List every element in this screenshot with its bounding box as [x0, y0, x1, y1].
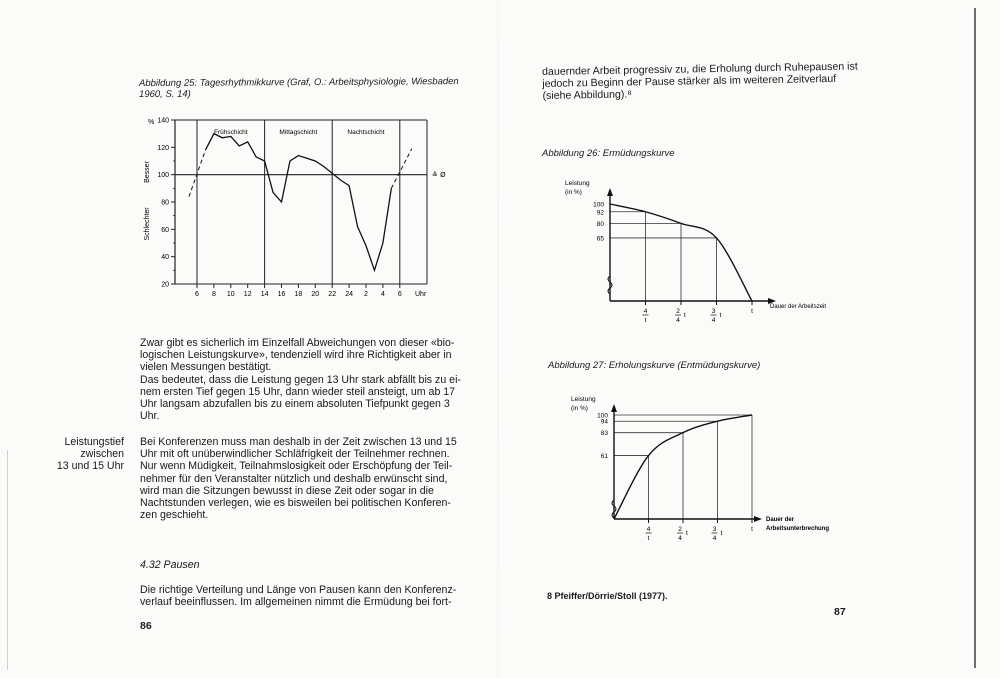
x-tick-label: 12	[243, 291, 252, 298]
text-line: verlauf beeinflussen. Im allgemeinen nimmt die Ermüdung bei fort-	[140, 596, 452, 609]
shift-label-mittag: Mittagschicht	[279, 129, 318, 136]
x-tick-label: 4	[712, 535, 717, 542]
x-tick-label: t	[719, 312, 722, 319]
x-tick-label: 4	[380, 291, 385, 298]
y-tick-label: 140	[157, 117, 169, 125]
text-line: Nur wenn Müdigkeit, Teilnahmslosigkeit oder Erschöpfung der Teil-	[140, 460, 453, 473]
x-tick-label: 4	[646, 526, 651, 533]
footnote: 8 Pfeiffer/Dörrie/Stoll (1977).	[547, 591, 668, 601]
text-line: (siehe Abbildung).⁸	[542, 88, 632, 103]
x-tick-label: 6	[397, 291, 402, 298]
axis-lower-label: Schlechter	[144, 207, 151, 241]
text-line: Uhr langsam abzufallen bis zu einem absoluten Tiefpunkt gegen 3	[140, 398, 450, 411]
x-tick-label: 2	[676, 308, 680, 315]
y-tick-label: 100	[593, 201, 604, 209]
page-number-right: 87	[834, 606, 846, 618]
y-title-1: Leistung	[565, 180, 590, 187]
x-tick-label: t	[751, 308, 753, 315]
shift-label-frueh: Frühschicht	[213, 129, 248, 136]
text-line: logischen Leistungskurve», tendenziell wird ihre Richtigkeit aber in	[140, 349, 452, 362]
text-line: Zwar gibt es sicherlich im Einzelfall Abweichungen von dieser «bio-	[140, 337, 455, 349]
text-line: Nachtstunden verlegen, wie es bisweilen bei politischen Konferen-	[140, 497, 451, 510]
text-line: dauernder Arbeit progressiv zu, die Erholung durch Ruhepausen ist	[542, 60, 858, 78]
x-tick-label: 8	[211, 291, 216, 298]
paragraph-1	[140, 337, 475, 422]
x-tick-label: 4	[676, 317, 680, 324]
y-tick-label: 80	[596, 220, 604, 228]
percent-label: %	[148, 119, 155, 126]
x-tick-label: 3	[711, 308, 716, 315]
series-dashed-end	[391, 149, 411, 189]
text-line: wird man die Sitzungen bewusst in diese Zeit oder sogar in die	[140, 484, 434, 497]
axis-upper-label: Besser	[144, 161, 151, 183]
page-number-left: 86	[140, 620, 152, 632]
text-line: Uhr.	[140, 410, 160, 423]
text-line: Bei Konferenzen muss man deshalb in der Zeit zwischen 13 und 15	[140, 436, 457, 448]
x-unit: Uhr	[415, 291, 427, 298]
y-tick-label: 100	[597, 412, 608, 420]
x-axis-label: Dauer der Arbeitszeit	[770, 304, 827, 310]
x-tick-label: 2	[364, 291, 368, 298]
x-tick-label: 4	[643, 308, 648, 315]
page-edge-left	[7, 450, 8, 670]
y-tick-label: 80	[161, 199, 169, 207]
y-title-2: (in %)	[565, 189, 582, 196]
book-gutter	[497, 0, 499, 678]
chart-tagesrhythmik	[140, 112, 470, 307]
x-tick-label: t	[647, 535, 650, 542]
y-title-2: (in %)	[571, 405, 588, 412]
y-tick-label: 61	[600, 453, 608, 461]
series-line-leistung	[205, 134, 391, 271]
y-axis-arrow	[611, 404, 617, 412]
y-tick-label: 40	[161, 254, 169, 262]
margin-note-line: zwischen	[80, 448, 124, 461]
paragraph-2	[140, 436, 475, 521]
x-axis-label-2: Arbeitsunterbrechung	[766, 526, 830, 532]
text-line: Uhr mit oft unüberwindlicher Schläfrigkeit der Teilnehmer rechnen.	[140, 448, 450, 461]
x-tick-label: 20	[311, 291, 320, 298]
text-line: vielen Messungen bestätigt.	[140, 361, 272, 374]
x-tick-label: t	[684, 312, 686, 319]
y-tick-label: 65	[596, 235, 604, 243]
margin-note	[40, 436, 124, 473]
x-tick-label: t	[686, 530, 688, 537]
x-tick-label: 22	[328, 291, 337, 298]
x-tick-label: 2	[678, 526, 682, 533]
x-tick-label: 3	[712, 526, 717, 533]
text-line: nehmer für den Veranstalter nützlich und deshalb erwünscht sind,	[140, 472, 448, 485]
text-line: Das bedeutet, dass die Leistung gegen 13 Uhr stark abfällt bis zu ei-	[140, 373, 461, 386]
y-tick-label: 120	[157, 144, 169, 152]
x-tick-label: 10	[226, 291, 235, 298]
x-tick-label: 4	[711, 317, 716, 324]
figure-25-caption: Abbildung 25: Tagesrhythmikkurve (Graf, O.: Arbeitsphysiologie, Wiesbaden 1960, S. 14)	[138, 76, 459, 101]
y-tick-label: 20	[161, 281, 169, 289]
y-tick-label: 100	[157, 172, 169, 180]
page-edge-right	[974, 8, 976, 668]
chart-ermuedungskurve	[560, 176, 860, 326]
x-tick-label: 16	[277, 291, 286, 298]
y-tick-label: 60	[161, 226, 169, 234]
y-tick-label: 83	[600, 430, 608, 438]
x-tick-label: t	[644, 317, 647, 324]
y-title-1: Leistung	[571, 396, 596, 403]
x-tick-label: 14	[260, 291, 269, 298]
margin-note-line: Leistungstief	[64, 436, 124, 448]
figure-26-caption: Abbildung 26: Ermüdungskurve	[542, 148, 675, 159]
text-line: Die richtige Verteilung und Länge von Pausen kann den Konferenz-	[140, 584, 457, 596]
x-axis-label-1: Dauer der	[766, 517, 795, 523]
margin-note-line: 13 und 15 Uhr	[56, 460, 124, 473]
y-axis-arrow	[607, 188, 613, 196]
x-tick-label: 6	[195, 291, 199, 298]
figure-27-caption: Abbildung 27: Erholungskurve (Entmüdungskurve)	[548, 360, 761, 371]
x-tick-label: 18	[294, 291, 303, 298]
shift-label-nacht: Nachtschicht	[347, 129, 385, 136]
x-axis-arrow	[754, 516, 762, 522]
paragraph-top-right	[542, 60, 873, 102]
x-tick-label: 4	[678, 535, 682, 542]
y-tick-label: 92	[596, 209, 604, 217]
x-tick-label: t	[720, 530, 723, 537]
x-tick-label: 24	[345, 291, 353, 298]
text-line: zen geschieht.	[140, 509, 209, 522]
text-line: jedoch zu Beginn der Pause stärker als im weiteren Zeitverlauf	[542, 73, 837, 91]
y-tick-label: 94	[600, 418, 608, 426]
section-heading: 4.32 Pausen	[140, 559, 200, 571]
reference-label: ≙ Ø	[432, 171, 446, 180]
text-line: nem ersten Tief gegen 15 Uhr, dann wieder steil ansteigt, um ab 17	[140, 385, 456, 398]
chart-erholungskurve	[566, 392, 866, 542]
x-tick-label: t	[751, 526, 753, 533]
paragraph-3	[140, 584, 475, 608]
